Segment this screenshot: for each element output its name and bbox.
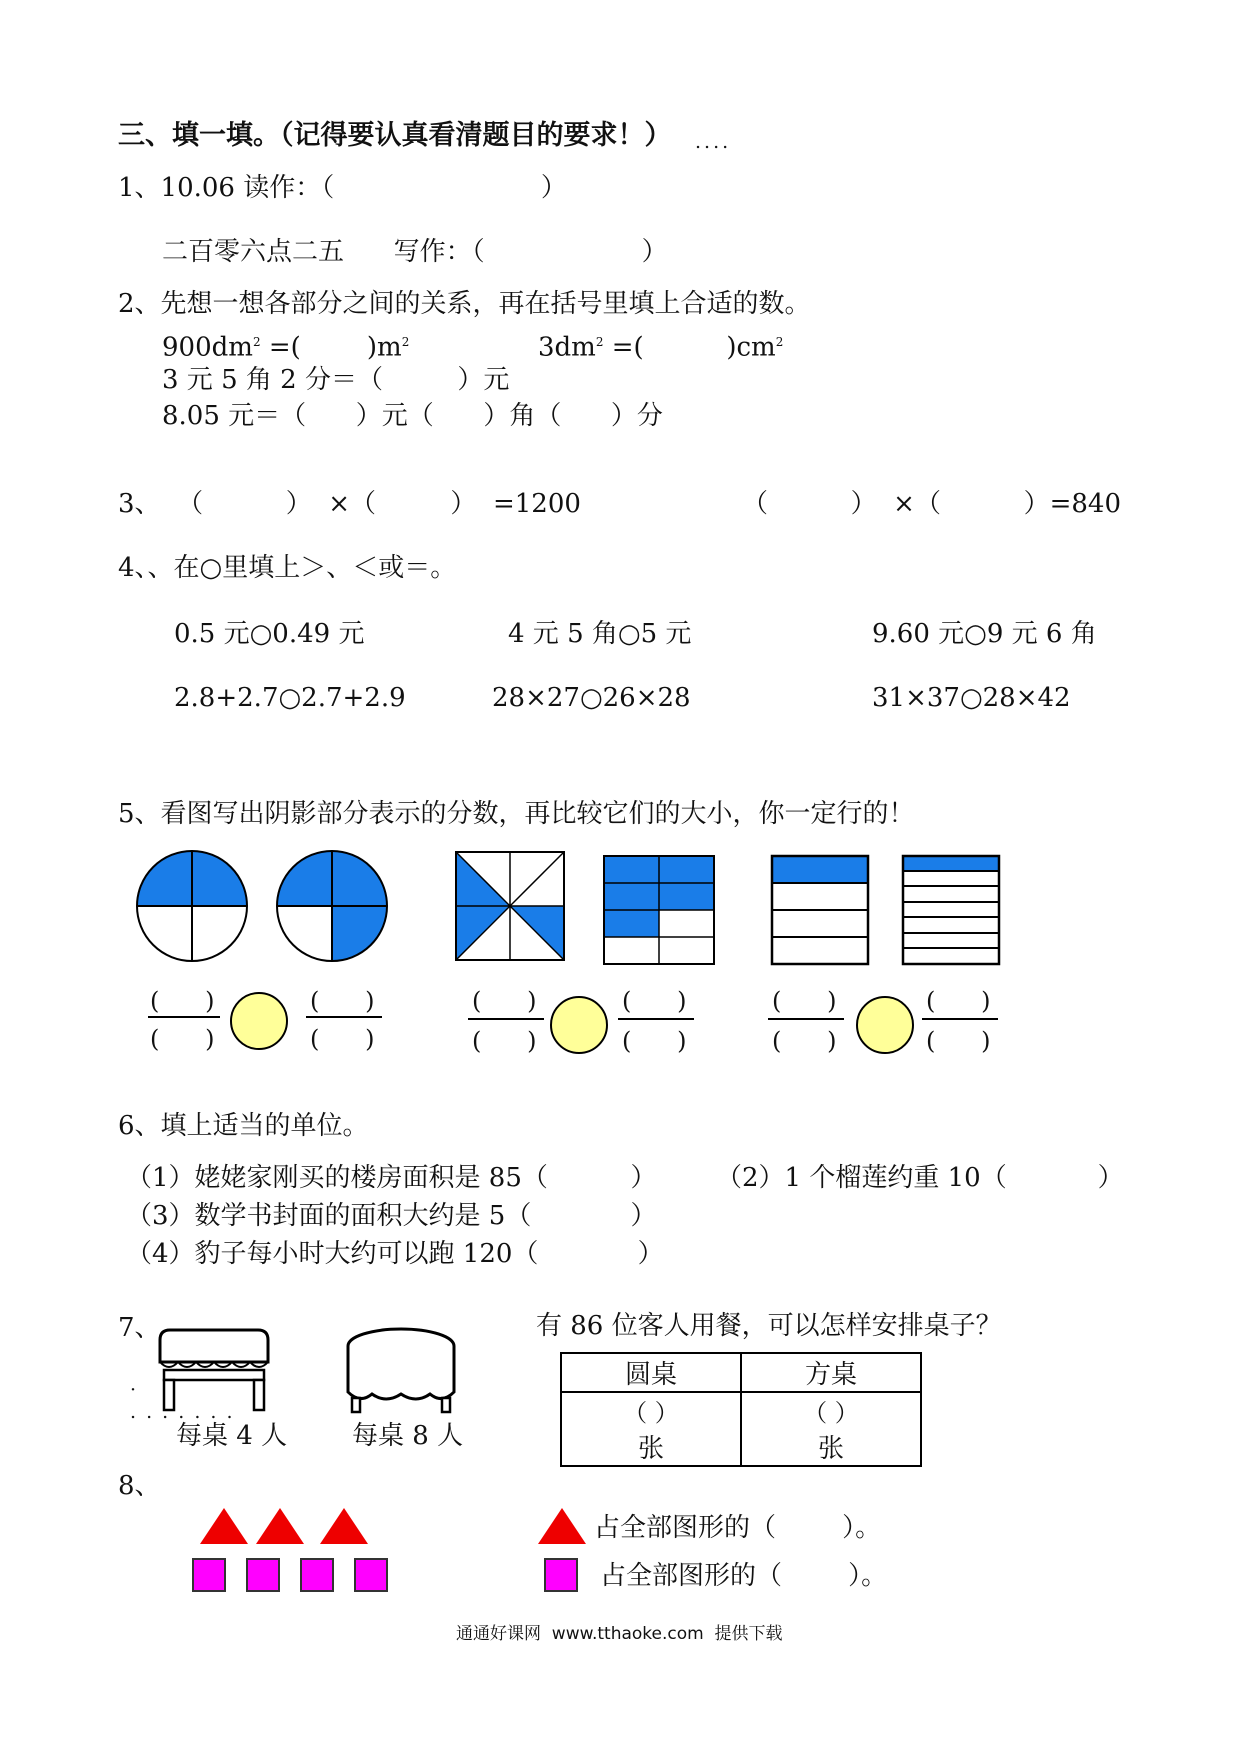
q5-frac3-bar — [468, 1018, 544, 1020]
q7-header-round: 圆桌 — [561, 1353, 741, 1392]
q5-frac1-den[interactable]: ( ) — [150, 1025, 215, 1053]
q4-item-1: 0.5 元○0.49 元 — [174, 619, 365, 649]
triangle-icon — [320, 1508, 368, 1544]
q1-line2: 二百零六点二五 写作：（ ） — [162, 237, 668, 267]
q5-frac2-bar — [306, 1016, 382, 1018]
q5-frac6-den[interactable]: ( ) — [926, 1027, 991, 1055]
q7-mark: · — [130, 1379, 137, 1401]
footer-source: 通通好课网 www.tthaoke.com 提供下载 — [456, 1624, 783, 1644]
q4-item-4: 2.8+2.7○2.7+2.9 — [174, 683, 406, 713]
round-table-icon — [348, 1329, 454, 1412]
q8-square-question: 占全部图形的（ ）。 — [600, 1561, 888, 1591]
q8-number: 8、 — [118, 1471, 161, 1501]
q5-title: 5、看图写出阴影部分表示的分数，再比较它们的大小，你一定行的！ — [118, 799, 915, 829]
q8-triangle-question: 占全部图形的（ ）。 — [594, 1513, 882, 1543]
q6-title: 6、填上适当的单位。 — [118, 1111, 369, 1141]
circle-fraction-1 — [137, 851, 247, 961]
q7-header-square: 方桌 — [741, 1353, 921, 1392]
triangle-icon — [256, 1508, 304, 1544]
q4-item-2: 4 元 5 角○5 元 — [508, 619, 692, 649]
heading-dots: .... — [695, 131, 732, 153]
q5-frac2-num[interactable]: ( ) — [310, 987, 375, 1015]
square-icon — [246, 1558, 280, 1592]
q7-label-square: 每桌 4 人 — [176, 1421, 288, 1451]
q3-right: （ ） ×（ ）=840 — [742, 489, 1122, 519]
q6-item-4: （4）豹子每小时大约可以跑 120（ ） — [126, 1239, 664, 1269]
q5-frac5-num[interactable]: ( ) — [772, 987, 837, 1015]
q4-item-6: 31×37○28×42 — [872, 683, 1071, 713]
q5-frac5-bar — [768, 1018, 844, 1020]
q6-item-2: （2）1 个榴莲约重 10（ ） — [716, 1163, 1124, 1193]
q5-frac3-den[interactable]: ( ) — [472, 1027, 537, 1055]
q5-frac1-bar — [148, 1016, 220, 1018]
q2-b: $3dm^2$ =( )$cm^2$ — [538, 332, 784, 363]
q5-frac4-num[interactable]: ( ) — [622, 987, 687, 1015]
square-icon — [544, 1558, 578, 1592]
q7-cell-round[interactable]: （ ） 张 — [561, 1392, 741, 1466]
q5-frac4-bar — [618, 1018, 694, 1020]
q5-frac3-num[interactable]: ( ) — [472, 987, 537, 1015]
square-icon — [354, 1558, 388, 1592]
q7-cell-square[interactable]: （ ） 张 — [741, 1392, 921, 1466]
q5-frac6-bar — [922, 1018, 998, 1020]
q5-frac4-den[interactable]: ( ) — [622, 1027, 687, 1055]
q5-frac2-den[interactable]: ( ) — [310, 1025, 375, 1053]
q7-table — [560, 1352, 922, 1467]
q7-label-round: 每桌 8 人 — [352, 1421, 464, 1451]
q5-compare-circle-3[interactable] — [856, 996, 914, 1054]
circle-fraction-2 — [277, 851, 387, 961]
q2-a: $900dm^2$ =( )$m^2$ — [162, 332, 410, 363]
q5-compare-circle-2[interactable] — [550, 996, 608, 1054]
grid-eighths — [604, 856, 714, 964]
q4-item-5: 28×27○26×28 — [492, 683, 691, 713]
section-heading: 三、填一填。（记得要认真看清题目的要求！） — [118, 120, 672, 151]
q5-compare-circle-1[interactable] — [230, 992, 288, 1050]
q6-item-1: （1）姥姥家刚买的楼房面积是 85（ ） — [126, 1163, 657, 1193]
q4-item-3: 9.60 元○9 元 6 角 — [872, 619, 1097, 649]
q7-number: 7、 — [118, 1313, 161, 1343]
strips-sevenths — [903, 856, 999, 964]
q6-item-3: （3）数学书封面的面积大约是 5（ ） — [126, 1201, 657, 1231]
q3-left: 3、 （ ） ×（ ） =1200 — [118, 489, 581, 519]
q5-frac5-den[interactable]: ( ) — [772, 1027, 837, 1055]
q4-title: 4、、在○里填上＞、＜或＝。 — [118, 553, 457, 583]
q7-question: 有 86 位客人用餐，可以怎样安排桌子？ — [536, 1311, 1002, 1341]
q1-line1: 1、10.06 读作：（ ） — [118, 173, 567, 203]
triangle-icon — [200, 1508, 248, 1544]
q5-frac6-num[interactable]: ( ) — [926, 987, 991, 1015]
q2-c: 3 元 5 角 2 分＝（ ）元 — [162, 365, 510, 395]
q2-d: 8.05 元＝（ ）元（ ）角（ ）分 — [162, 401, 663, 431]
triangle-icon — [538, 1508, 586, 1544]
square-icon — [192, 1558, 226, 1592]
square-eighths — [456, 852, 564, 960]
q5-frac1-num[interactable]: ( ) — [150, 987, 215, 1015]
q2-title: 2、先想一想各部分之间的关系，再在括号里填上合适的数。 — [118, 289, 811, 319]
strips-quarters — [772, 856, 868, 964]
square-icon — [300, 1558, 334, 1592]
q7-dots: . . . . . . . — [130, 1401, 235, 1423]
